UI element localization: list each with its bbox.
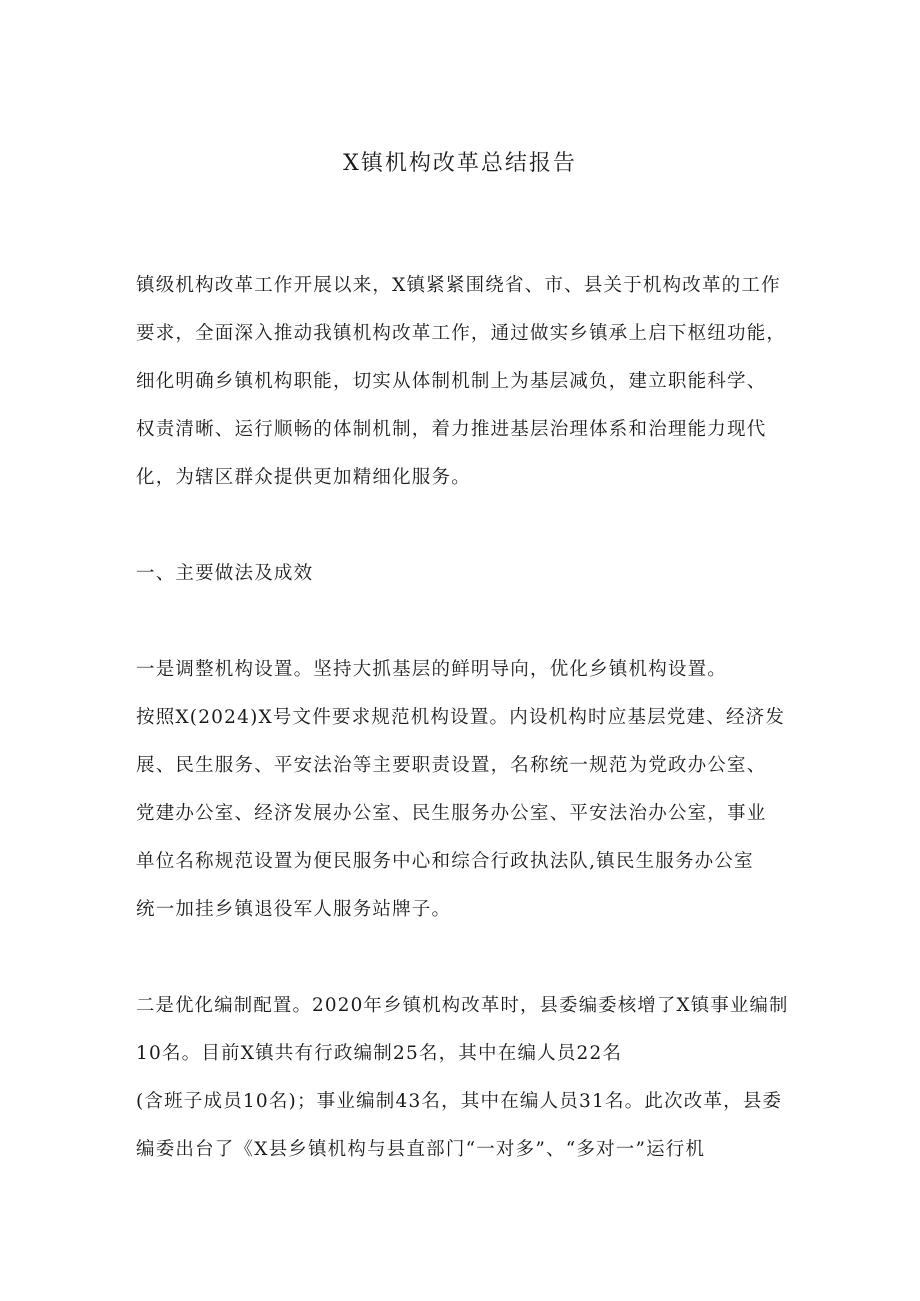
item1-line-4: 党建办公室、经济发展办公室、民生服务办公室、平安法治办公室，事业 xyxy=(136,803,767,824)
intro-line-5: 化，为辖区群众提供更加精细化服务。 xyxy=(136,467,471,488)
item2-line-2: 10名。目前X镇共有行政编制25名，其中在编人员22名 xyxy=(136,1043,623,1064)
item2-line-1: 二是优化编制配置。2020年乡镇机构改革时，县委编委核增了X镇事业编制 xyxy=(136,995,789,1016)
intro-line-4: 权责清晰、运行顺畅的体制机制，着力推进基层治理体系和治理能力现代 xyxy=(136,419,767,440)
intro-line-2: 要求，全面深入推动我镇机构改革工作，通过做实乡镇承上启下枢纽功能， xyxy=(136,323,787,344)
intro-line-1: 镇级机构改革工作开展以来，X镇紧紧围绕省、市、县关于机构改革的工作 xyxy=(136,275,781,296)
section-heading-1: 一、主要做法及成效 xyxy=(136,563,314,584)
item1-line-6: 统一加挂乡镇退役军人服务站牌子。 xyxy=(136,899,452,920)
item1-line-3: 展、民生服务、平安法治等主要职责设置，名称统一规范为党政办公室、 xyxy=(136,755,767,776)
intro-line-3: 细化明确乡镇机构职能，切实从体制机制上为基层减负，建立职能科学、 xyxy=(136,371,767,392)
item1-line-2: 按照X(2024)X号文件要求规范机构设置。内设机构时应基层党建、经济发 xyxy=(136,707,786,728)
document-title: X镇机构改革总结报告 xyxy=(343,151,577,176)
item1-line-1: 一是调整机构设置。坚持大抓基层的鲜明导向，优化乡镇机构设置。 xyxy=(136,659,728,680)
item2-line-4: 编委出台了《X县乡镇机构与县直部门“一对多”、“多对一”运行机 xyxy=(136,1139,706,1160)
item2-line-3: (含班子成员10名)；事业编制43名，其中在编人员31名。此次改革，县委 xyxy=(136,1091,783,1112)
item1-line-5: 单位名称规范设置为便民服务中心和综合行政执法队,镇民生服务办公室 xyxy=(136,851,754,872)
